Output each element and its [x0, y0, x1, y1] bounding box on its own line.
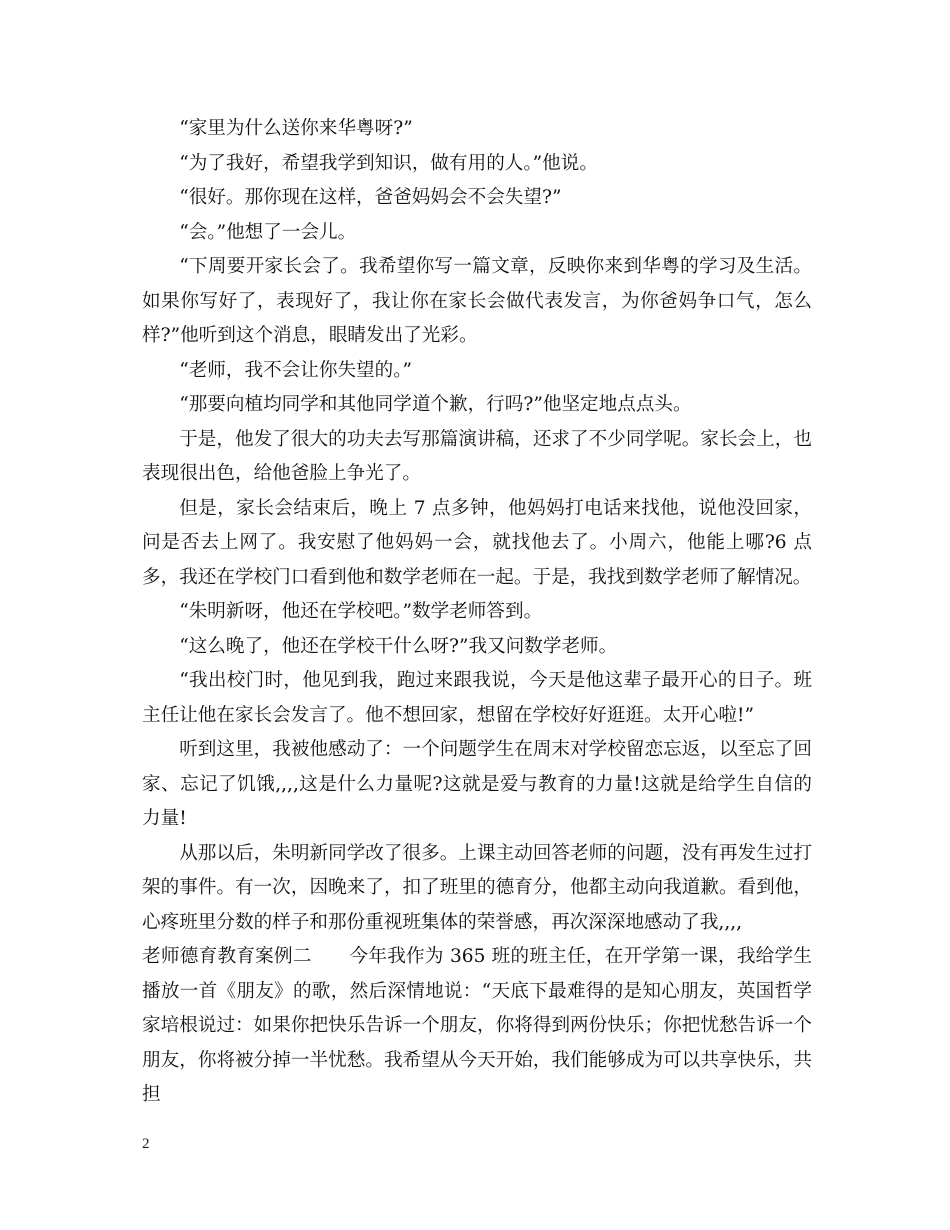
paragraph: “会。”他想了一会儿。	[179, 221, 357, 243]
page-body	[142, 112, 812, 1113]
paragraph: “老师，我不会让你失望的。”	[179, 359, 413, 381]
paragraph: 但是，家长会结束后，晚上 7 点多钟，他妈妈打电话来找他，说他没回家，问是否去上网了。我安慰了他妈妈一会，就找他去了。小周六，他能上哪?6 点多，我还在学校门口看到他和数学老师在一起。于是，我找到数学老师了解情况。	[142, 497, 812, 588]
paragraph: “这么晚了，他还在学校干什么呀?”我又问数学老师。	[179, 635, 618, 657]
paragraph: “家里为什么送你来华粤呀?”	[179, 118, 413, 139]
paragraph: “我出校门时，他见到我，跑过来跟我说，今天是他这辈子最开心的日子。班主任让他在家长会发言了。他不想回家，想留在学校好好逛逛。太开心啦!”	[142, 670, 812, 726]
paragraph: “下周要开家长会了。我希望你写一篇文章，反映你来到华粤的学习及生活。如果你写好了，表现好了，我让你在家长会做代表发言，为你爸妈争口气，怎么样?”他听到这个消息，眼睛发出了光彩。	[142, 256, 812, 346]
paragraph: “很好。那你现在这样，爸爸妈妈会不会失望?”	[179, 187, 562, 208]
paragraph: 从那以后，朱明新同学改了很多。上课主动回答老师的问题，没有再发生过打架的事件。有一次，因晚来了，扣了班里的德育分，他都主动向我道歉。看到他，心疼班里分数的样子和那份重视班集体的荣誉感，再次深深地感动了我,,,,	[142, 842, 812, 933]
paragraph: “为了我好，希望我学到知识，做有用的人。”他说。	[179, 152, 598, 174]
section-paragraph: 老师德育教育案例二 今年我作为 365 班的班主任，在开学第一课，我给学生播放一首《朋友》的歌，然后深情地说：“天底下最难得的是知心朋友，英国哲学家培根说过：如果你把快乐告诉一个朋友，你将得到两份快乐；你把忧愁告诉一个朋友，你将被分掉一半忧愁。我希望从今天开始，我们能够成为可以共享快乐，共担	[142, 946, 812, 1105]
paragraph: “那要向植均同学和其他同学道个歉，行吗?”他坚定地点点头。	[179, 394, 692, 415]
paragraph: 听到这里，我被他感动了：一个问题学生在周末对学校留恋忘返，以至忘了回家、忘记了饥饿,,,,这是什么力量呢?这就是爱与教育的力量!这就是给学生自信的力量!	[142, 739, 812, 829]
paragraph: 于是，他发了很大的功夫去写那篇演讲稿，还求了不少同学呢。家长会上，也表现很出色，给他爸脸上争光了。	[142, 428, 812, 484]
page-number: 2	[142, 1136, 150, 1152]
paragraph: “朱明新呀，他还在学校吧。”数学老师答到。	[179, 601, 543, 622]
